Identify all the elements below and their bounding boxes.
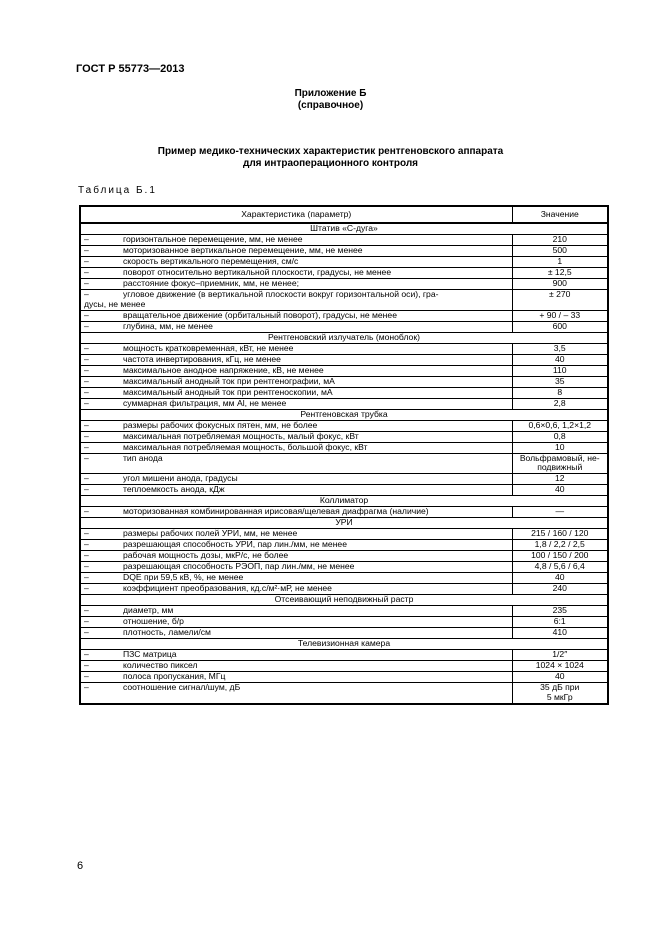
page-number: 6 — [77, 860, 84, 872]
parameter-label: количество пиксел — [123, 660, 198, 671]
parameter-cell — [80, 235, 512, 246]
value-cell — [512, 683, 608, 704]
value-text: 0,6×0,6, 1,2×1,2 — [528, 420, 592, 430]
value-cell — [512, 474, 608, 485]
parameter-label: максимальная потребляемая мощность, малый фокус, кВт — [123, 431, 359, 441]
parameter-label: вращательное движение (орбитальный поворот), градусы, не менее — [123, 310, 397, 320]
value-text: ± 270 — [549, 289, 571, 299]
dash-marker: – — [84, 539, 89, 550]
dash-marker: – — [84, 278, 89, 288]
table-row — [80, 268, 608, 279]
parameter-cell — [80, 573, 512, 584]
appendix-subtitle: (справочное) — [297, 100, 364, 111]
dash-marker: – — [84, 550, 89, 561]
value-cell — [512, 628, 608, 639]
table-row — [80, 683, 608, 704]
value-cell — [512, 551, 608, 562]
parameter-cell — [80, 387, 512, 398]
section-row — [80, 223, 608, 235]
dash-marker: – — [84, 245, 89, 255]
value-cell — [512, 453, 608, 474]
table-row — [80, 529, 608, 540]
parameter-label: теплоемкость анода, кДж — [123, 484, 225, 495]
parameter-label: соотношение сигнал/шум, дБ — [123, 682, 241, 693]
value-cell — [512, 617, 608, 628]
value-text: 215 / 160 / 120 — [531, 528, 589, 539]
parameter-label: максимальное анодное напряжение, кВ, не менее — [123, 365, 324, 375]
dash-marker: – — [84, 365, 89, 375]
standard-number: ГОСТ Р 55773—2013 — [76, 63, 185, 75]
dash-marker: – — [84, 682, 89, 693]
dash-marker: – — [84, 473, 89, 484]
dash-marker: – — [84, 354, 89, 364]
table-row — [80, 354, 608, 365]
table-row — [80, 453, 608, 474]
parameter-cell — [80, 246, 512, 257]
value-text: 1 — [557, 256, 563, 266]
section-title: УРИ — [80, 518, 608, 529]
value-text: 240 — [552, 583, 567, 594]
dash-marker: – — [84, 583, 89, 594]
value-cell — [512, 584, 608, 595]
value-cell — [512, 310, 608, 321]
value-text: 8 — [557, 387, 563, 397]
section-title: Отсеивающий неподвижный растр — [80, 595, 608, 606]
table-row — [80, 398, 608, 409]
parameter-label: максимальная потребляемая мощность, большой фокус, кВт — [123, 442, 368, 452]
document-title-line1: Пример медико-технических характеристик рентгеновского аппарата — [157, 146, 504, 157]
value-cell — [512, 321, 608, 332]
table-row — [80, 672, 608, 683]
dash-marker: – — [84, 267, 89, 277]
dash-marker: – — [84, 649, 89, 660]
value-cell — [512, 235, 608, 246]
table-row — [80, 442, 608, 453]
dash-marker: – — [84, 561, 89, 572]
parameter-cell — [80, 661, 512, 672]
parameter-cell — [80, 268, 512, 279]
table-row — [80, 235, 608, 246]
section-row — [80, 332, 608, 343]
parameter-cell — [80, 257, 512, 268]
table-row — [80, 573, 608, 584]
value-text: 410 — [552, 627, 567, 638]
parameter-cell — [80, 617, 512, 628]
parameter-cell — [80, 290, 512, 311]
dash-marker: – — [84, 671, 89, 682]
header-value: Значение — [512, 206, 608, 223]
parameter-label: скорость вертикального перемещения, см/с — [123, 256, 299, 266]
parameter-label: рабочая мощность дозы, мкР/с, не более — [123, 550, 289, 561]
dash-marker: – — [84, 420, 89, 430]
value-text-cont: подвижный — [537, 462, 583, 473]
dash-marker: – — [84, 627, 89, 638]
parameter-cell — [80, 672, 512, 683]
parameter-cell — [80, 442, 512, 453]
value-text: 3,5 — [553, 343, 566, 353]
value-cell — [512, 398, 608, 409]
table-row — [80, 257, 608, 268]
parameter-cell — [80, 474, 512, 485]
parameter-label: расстояние фокус–приемник, мм, не менее; — [123, 278, 300, 288]
parameter-cell — [80, 453, 512, 474]
appendix-title: Приложение Б — [294, 88, 367, 99]
dash-marker: – — [84, 343, 89, 353]
parameter-label: моторизованное вертикальное перемещение, мм, не менее — [123, 245, 363, 255]
value-cell — [512, 661, 608, 672]
value-text: Вольфрамовый, не- — [519, 453, 600, 463]
table-row — [80, 290, 608, 311]
value-text: 35 — [554, 376, 565, 386]
value-cell — [512, 573, 608, 584]
table-row — [80, 474, 608, 485]
value-cell — [512, 606, 608, 617]
value-text: 210 — [552, 234, 567, 244]
value-text: — — [555, 506, 565, 517]
value-text: 12 — [554, 473, 565, 484]
parameter-cell — [80, 310, 512, 321]
dash-marker: – — [84, 387, 89, 397]
table-row — [80, 387, 608, 398]
dash-marker: – — [84, 398, 89, 408]
table-caption: Таблица Б.1 — [78, 185, 157, 196]
parameter-label: коэффициент преобразования, кд.с/м²·мР, не менее — [123, 583, 332, 594]
table-row — [80, 343, 608, 354]
parameter-label: полоса пропускания, МГц — [123, 671, 226, 682]
table-row — [80, 485, 608, 496]
parameter-cell — [80, 683, 512, 704]
value-cell — [512, 343, 608, 354]
dash-marker: – — [84, 605, 89, 616]
value-cell — [512, 420, 608, 431]
value-cell — [512, 376, 608, 387]
dash-marker: – — [84, 442, 89, 452]
value-cell — [512, 650, 608, 661]
value-cell — [512, 257, 608, 268]
section-title: Штатив «С-дуга» — [80, 223, 608, 235]
parameter-label: DQE при 59,5 кВ, %, не менее — [123, 572, 244, 583]
value-cell — [512, 562, 608, 573]
table-row — [80, 365, 608, 376]
table-row — [80, 431, 608, 442]
parameter-label: ПЗС матрица — [123, 649, 177, 660]
parameter-label: частота инвертирования, кГц, не менее — [123, 354, 281, 364]
parameter-label: размеры рабочих полей УРИ, мм, не менее — [123, 528, 298, 539]
value-text: 0,8 — [553, 431, 566, 441]
parameter-cell — [80, 507, 512, 518]
value-text: ± 12,5 — [547, 267, 572, 277]
dash-marker: – — [84, 484, 89, 495]
value-cell — [512, 442, 608, 453]
value-text: 40 — [554, 354, 565, 364]
parameter-cell — [80, 584, 512, 595]
parameter-label: поворот относительно вертикальной плоскости, градусы, не менее — [123, 267, 392, 277]
table-header-row — [80, 206, 608, 223]
value-cell — [512, 365, 608, 376]
section-row — [80, 496, 608, 507]
dash-marker: – — [84, 234, 89, 244]
parameter-cell — [80, 540, 512, 551]
value-text-cont: 5 мкГр — [546, 691, 573, 702]
dash-marker: – — [84, 572, 89, 583]
value-cell — [512, 540, 608, 551]
section-row — [80, 518, 608, 529]
parameter-cell — [80, 398, 512, 409]
section-title: Телевизионная камера — [80, 639, 608, 650]
parameter-cell — [80, 321, 512, 332]
value-text: 1,8 / 2,2 / 2,5 — [534, 539, 585, 550]
parameter-cell — [80, 365, 512, 376]
value-text: 40 — [554, 572, 565, 583]
parameter-label: угловое движение (в вертикальной плоскости вокруг горизонтальной оси), гра- — [123, 289, 439, 299]
parameter-cell — [80, 562, 512, 573]
table-row — [80, 540, 608, 551]
value-cell — [512, 529, 608, 540]
dash-marker: – — [84, 321, 89, 331]
parameter-cell — [80, 551, 512, 562]
dash-marker: – — [84, 616, 89, 627]
parameter-cell — [80, 279, 512, 290]
header-parameter: Характеристика (параметр) — [80, 206, 512, 223]
table-row — [80, 376, 608, 387]
value-cell — [512, 290, 608, 311]
parameter-cell — [80, 420, 512, 431]
dash-marker: – — [84, 660, 89, 671]
table-row — [80, 507, 608, 518]
parameter-cell — [80, 354, 512, 365]
document-title-line2: для интраоперационного контроля — [242, 158, 419, 169]
table-row — [80, 584, 608, 595]
dash-marker: – — [84, 376, 89, 386]
value-text: 10 — [554, 442, 565, 452]
value-text: 2,8 — [553, 398, 566, 408]
parameter-cell — [80, 628, 512, 639]
table-row — [80, 310, 608, 321]
table-row — [80, 562, 608, 573]
dash-marker: – — [84, 289, 89, 299]
value-cell — [512, 485, 608, 496]
value-text: 40 — [554, 484, 565, 495]
parameter-cell — [80, 650, 512, 661]
parameter-label: разрешающая способность УРИ, пар лин./мм, не менее — [123, 539, 347, 550]
section-title: Коллиматор — [80, 496, 608, 507]
table-row — [80, 321, 608, 332]
parameter-label: максимальный анодный ток при рентгенографии, мА — [123, 376, 335, 386]
value-text: 500 — [552, 245, 567, 255]
value-text: 1024 × 1024 — [535, 660, 584, 671]
dash-marker: – — [84, 310, 89, 320]
section-row — [80, 595, 608, 606]
section-title: Рентгеновский излучатель (моноблок) — [80, 332, 608, 343]
parameter-label: глубина, мм, не менее — [123, 321, 213, 331]
parameter-label: диаметр, мм — [123, 605, 174, 616]
parameter-cell — [80, 376, 512, 387]
parameter-cell — [80, 485, 512, 496]
parameter-label: моторизованная комбинированная ирисовая/щелевая диафрагма (наличие) — [123, 506, 429, 517]
section-row — [80, 409, 608, 420]
parameter-label: максимальный анодный ток при рентгеноскопии, мА — [123, 387, 333, 397]
section-title: Рентгеновская трубка — [80, 409, 608, 420]
value-text: 6:1 — [553, 616, 566, 627]
value-cell — [512, 268, 608, 279]
parameter-cell — [80, 343, 512, 354]
value-cell — [512, 431, 608, 442]
value-cell — [512, 279, 608, 290]
table-row — [80, 551, 608, 562]
parameter-cell — [80, 529, 512, 540]
table-row — [80, 279, 608, 290]
parameter-label: угол мишени анода, градусы — [123, 473, 238, 484]
value-text: 100 / 150 / 200 — [531, 550, 589, 561]
parameter-label: мощность кратковременная, кВт, не менее — [123, 343, 294, 353]
parameter-cell — [80, 431, 512, 442]
parameter-label: размеры рабочих фокусных пятен, мм, не более — [123, 420, 318, 430]
table-row — [80, 420, 608, 431]
value-cell — [512, 354, 608, 365]
parameter-label: отношение, б/р — [123, 616, 184, 627]
value-text: 4,8 / 5,6 / 6,4 — [534, 561, 585, 572]
dash-marker: – — [84, 528, 89, 539]
dash-marker: – — [84, 256, 89, 266]
table-row — [80, 650, 608, 661]
value-cell — [512, 246, 608, 257]
spec-table — [79, 205, 609, 705]
dash-marker: – — [84, 453, 89, 463]
parameter-label: разрешающая способность РЭОП, пар лин./мм, не менее — [123, 561, 355, 572]
table-row — [80, 617, 608, 628]
parameter-label: тип анода — [123, 453, 163, 463]
value-text: 110 — [552, 365, 567, 375]
value-cell — [512, 672, 608, 683]
table-row — [80, 246, 608, 257]
dash-marker: – — [84, 506, 89, 517]
table-row — [80, 628, 608, 639]
value-text: 900 — [552, 278, 567, 288]
table-row — [80, 606, 608, 617]
value-text: 35 дБ при — [540, 682, 580, 693]
value-text: + 90 / – 33 — [539, 310, 581, 320]
dash-marker: – — [84, 431, 89, 441]
value-text: 600 — [552, 321, 567, 331]
section-row — [80, 639, 608, 650]
value-cell — [512, 387, 608, 398]
value-cell — [512, 507, 608, 518]
parameter-label: суммарная фильтрация, мм Al, не менее — [123, 398, 287, 408]
value-text: 1/2″ — [552, 649, 568, 660]
value-text: 40 — [554, 671, 565, 682]
parameter-label: плотность, ламели/см — [123, 627, 211, 638]
parameter-label: горизонтальное перемещение, мм, не менее — [123, 234, 303, 244]
table-row — [80, 661, 608, 672]
value-text: 235 — [552, 605, 567, 616]
parameter-label-cont: дусы, не менее — [84, 298, 146, 309]
parameter-cell — [80, 606, 512, 617]
